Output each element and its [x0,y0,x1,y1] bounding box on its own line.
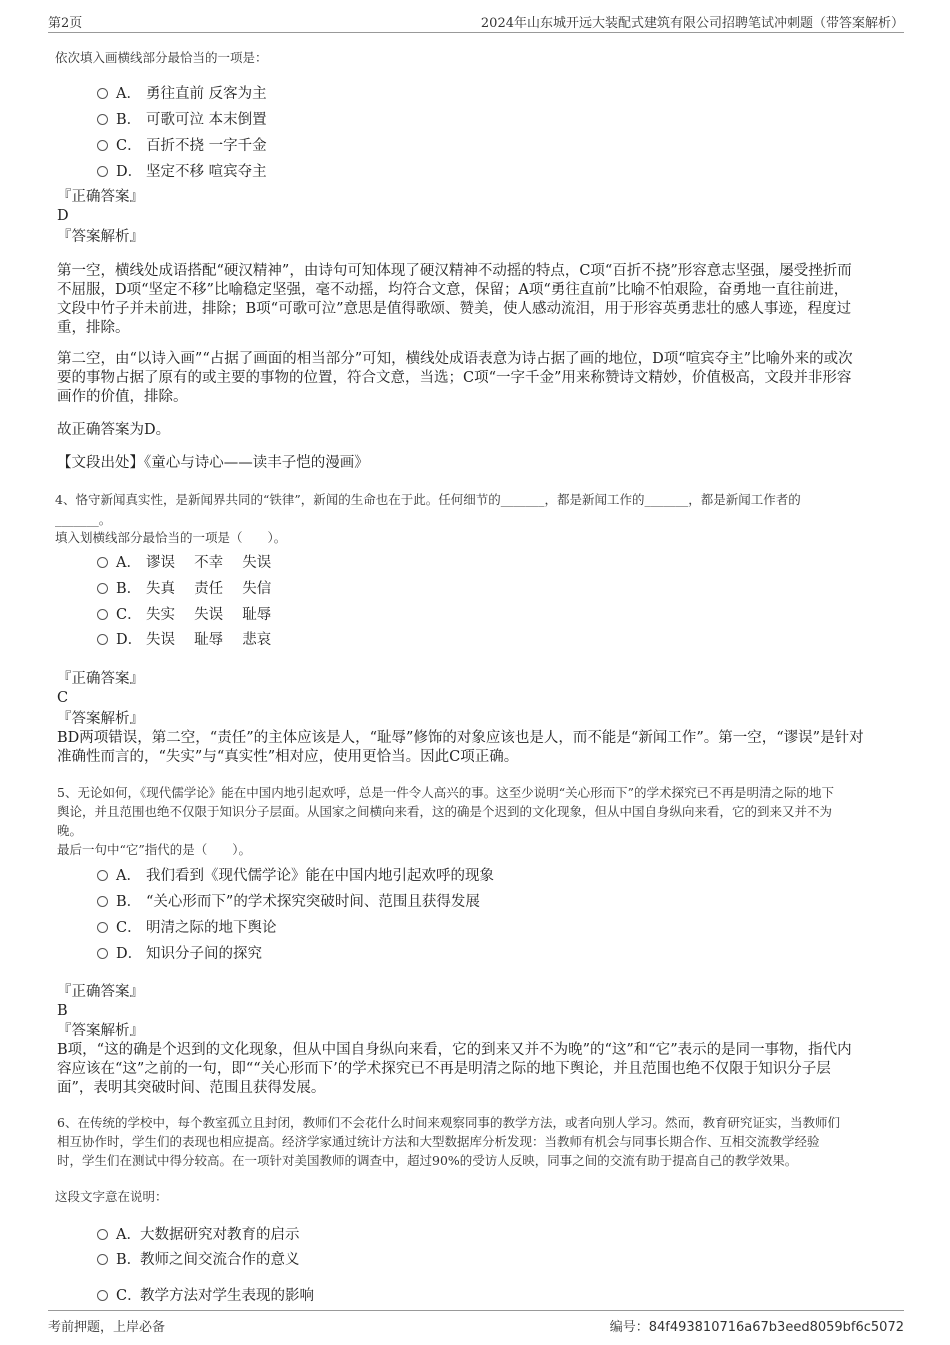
q3-option-c[interactable]: C． 百折不挠 一字千金 [97,134,267,155]
q5-answer-label: 『正确答案』 [57,984,144,1000]
radio-icon[interactable] [97,140,108,151]
q4-option-d[interactable]: D． 失误 耻辱 悲哀 [97,628,271,649]
radio-icon[interactable] [97,1290,108,1301]
footer-code: 编号：84f493810716a67b3eed8059bf6c5072 [609,1320,904,1335]
radio-icon[interactable] [97,583,108,594]
q4-option-b[interactable]: B． 失真 责任 失信 [97,577,271,598]
radio-icon[interactable] [97,609,108,620]
q6-option-a[interactable]: A．大数据研究对教育的启示 [97,1223,300,1244]
radio-icon[interactable] [97,922,108,933]
radio-icon[interactable] [97,896,108,907]
q3-analysis-p2: 第二空，由“以诗入画”“占据了画面的相当部分”可知，横线处成语表意为诗占据了画的地位，D项“喧宾夺主”比喻外来的或次 要的事物占据了原有的或主要的事物的位置，符合文意，当选；C项“一字千金”用来称赞诗文精妙，价值极高，文段并非形容 画作的价值，排除。 [57,351,853,405]
q6-option-c[interactable]: C．教学方法对学生表现的影响 [97,1284,314,1305]
q5-analysis-label: 『答案解析』 [57,1023,144,1039]
q3-option-d[interactable]: D． 坚定不移 喧宾夺主 [97,160,267,181]
q3-option-a[interactable]: A． 勇往直前 反客为主 [97,82,267,103]
q3-conclusion: 故正确答案为D。 [57,422,171,438]
radio-icon[interactable] [97,634,108,645]
q5-option-d[interactable]: D． 知识分子间的探究 [97,942,262,963]
q6-stem: 6、在传统的学校中，每个教室孤立且封闭，教师们不会花什么时间来观察同事的教学方法，或者向别人学习。然而，教育研究证实，当教师们 相互协作时，学生们的表现也相应提高。经济学家通过统计方法和大型数据库分析发现：当教师有机会与同事长期合作、互相交流教学经验 时，学生们在测试中得分较高。在一项针对美国教师的调查中，超过90%的受访人反映，同事之间的交流有助于提高自己的教学效果。 [57,1115,840,1168]
q4-stem-line1: 4、恪守新闻真实性，是新闻界共同的“铁律”，新闻的生命也在于此。任何细节的_______，都是新闻工作的_______，都是新闻工作者的 [55,492,801,507]
radio-icon[interactable] [97,114,108,125]
q5-option-a[interactable]: A． 我们看到《现代儒学论》能在中国内地引起欢呼的现象 [97,864,494,885]
q6-prompt: 这段文字意在说明： [55,1189,168,1204]
q4-answer: C [57,690,69,706]
q3-answer: D [57,208,69,224]
q5-option-b[interactable]: B． “关心形而下”的学术探究突破时间、范围且获得发展 [97,890,480,911]
radio-icon[interactable] [97,557,108,568]
q4-stem-line2: _______。 [55,512,112,527]
radio-icon[interactable] [97,1254,108,1265]
page-number: 第2页 [48,16,83,31]
q5-option-c[interactable]: C． 明清之际的地下舆论 [97,916,277,937]
page-header [48,12,904,33]
q5-answer: B [57,1003,68,1019]
radio-icon[interactable] [97,166,108,177]
page-footer [48,1310,904,1333]
q4-prompt: 填入划横线部分最恰当的一项是（ ）。 [55,530,287,545]
q4-option-a[interactable]: A． 谬误 不幸 失误 [97,551,271,572]
q5-stem: 5、无论如何，《现代儒学论》能在中国内地引起欢呼，总是一件令人高兴的事。这至少说明“关心形而下”的学术探究已不再是明清之际的地下 舆论，并且范围也绝不仅限于知识分子层面。从国家之间横向来看，这的确是个迟到的文化现象，但从中国自身纵向来看，它的到来又并不为 晚。 最后一句中“它”指代的是（ ）。 [57,785,834,857]
q6-option-b[interactable]: B．教师之间交流合作的意义 [97,1248,300,1269]
radio-icon[interactable] [97,870,108,881]
q3-analysis-p1: 第一空，横线处成语搭配“硬汉精神”，由诗句可知体现了硬汉精神不动摇的特点，C项“百折不挠”形容意志坚强，屡受挫折而 不屈服，D项“坚定不移”比喻稳定坚强，毫不动摇，均符合文意，保留；A项“勇往直前”比喻不怕艰险，奋勇地一直往前进， 文段中竹子并未前进，排除；B项“可歌可泣”意思是值得歌颂、赞美，使人感动流泪，用于形容英勇悲壮的感人事迹，程度过 重，排除。 [57,263,852,336]
q3-answer-label: 『正确答案』 [57,189,144,205]
q5-analysis: B项，“这的确是个迟到的文化现象，但从中国自身纵向来看，它的到来又并不为晚”的“这”和“它”表示的是同一事物，指代内 容应该在“这”之前的一句，即““关心形而下’的学术探究已不再是明清之际的地下舆论，并且范围也绝不仅限于知识分子层 面”，表明其突破时间、范围且获得发展。 [57,1042,852,1096]
q3-option-b[interactable]: B． 可歌可泣 本末倒置 [97,108,267,129]
footer-slogan: 考前押题，上岸必备 [48,1320,166,1335]
q4-analysis: BD两项错误，第二空，“责任”的主体应该是人，“耻辱”修饰的对象应该也是人，而不能是“新闻工作”。第一空，“谬误”是针对 准确性而言的，“失实”与“真实性”相对应，使用更恰当。因此C项正确。 [57,730,864,765]
q4-answer-label: 『正确答案』 [57,671,144,687]
radio-icon[interactable] [97,88,108,99]
radio-icon[interactable] [97,1229,108,1240]
q3-analysis-label: 『答案解析』 [57,229,144,245]
doc-title: 2024年山东城开远大装配式建筑有限公司招聘笔试冲刺题（带答案解析） [480,16,904,31]
q4-option-c[interactable]: C． 失实 失误 耻辱 [97,603,271,624]
q4-analysis-label: 『答案解析』 [57,711,144,727]
q3-source: 【文段出处】《童心与诗心——读丰子恺的漫画》 [57,455,369,471]
radio-icon[interactable] [97,948,108,959]
q3-stem: 依次填入画横线部分最恰当的一项是： [55,50,268,65]
